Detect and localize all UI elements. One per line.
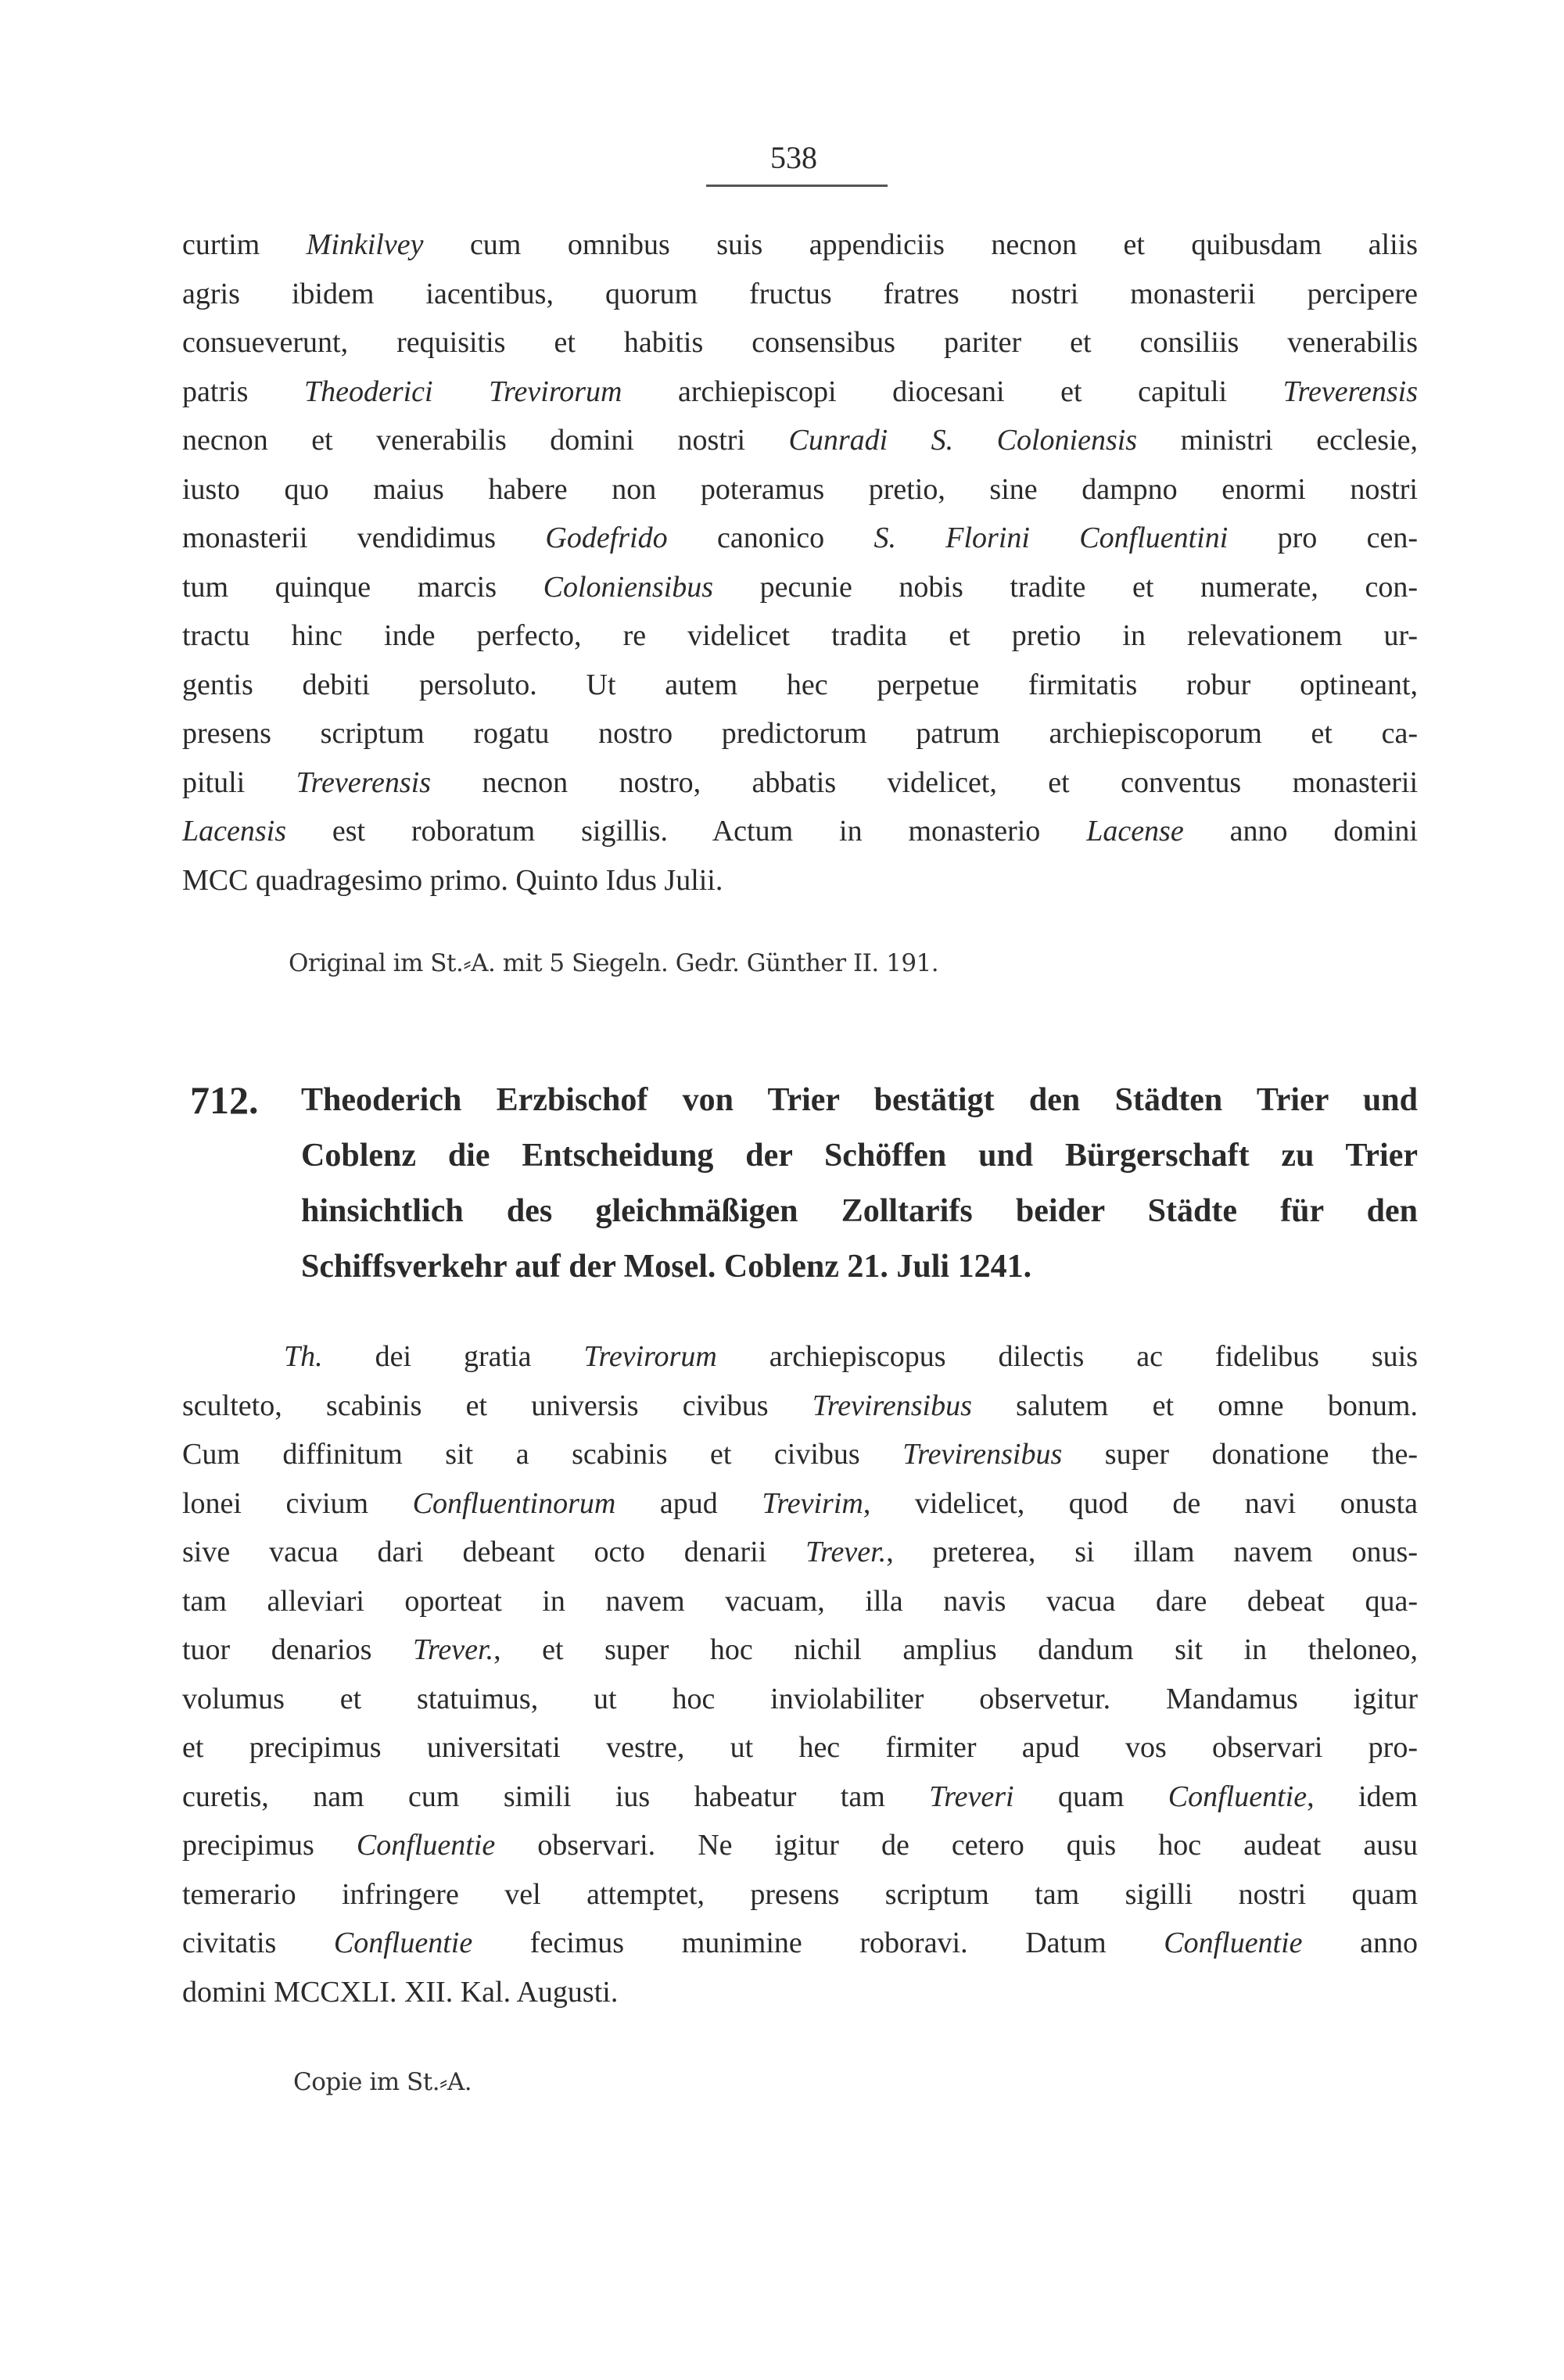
text-segment: curetis, nam cum simili ius habeatur tam [182,1780,930,1813]
text-line [182,758,1418,808]
text-segment: presens scriptum rogatu nostro predictorum patrum archiepiscoporum et ca- [182,717,1418,750]
text-line [182,465,1418,514]
text-segment: patris [182,375,304,408]
page-number: 538 [770,140,817,175]
text-line [182,1528,1418,1577]
text-line [182,1821,1418,1870]
text-segment: iusto quo maius habere non poteramus pretio, sine dampno enormi nostri [182,472,1418,506]
text-segment: pituli [182,765,296,799]
text-segment: agris ibidem iacentibus, quorum fructus fratres nostri monasterii percipere [182,277,1418,310]
text-segment: et precipimus universitati vestre, ut hec firmiter apud vos observari pro- [182,1731,1418,1764]
italic-name: Trevirim [762,1486,863,1520]
charter-text-2 [182,1332,1418,2016]
italic-name: Trevirorum [583,1340,717,1373]
text-line [182,661,1418,710]
heading-line: Schiffsverkehr auf der Mosel. Coblenz 21. Juli 1241. [301,1249,1032,1285]
text-line [182,563,1418,612]
italic-name: Confluentinorum [412,1486,616,1520]
text-segment: civitatis [182,1927,334,1959]
text-line [182,611,1418,661]
text-line [182,220,1418,270]
text-segment: archiepiscopus dilectis ac fidelibus suis [716,1340,1418,1373]
text-segment: anno [1302,1927,1418,1959]
text-segment: , et super hoc nichil amplius dandum sit in theloneo, [493,1633,1418,1666]
text-line [182,1772,1418,1822]
italic-name: Lacensis [182,815,286,848]
text-segment: temerario infringere vel attemptet, presens scriptum tam sigilli nostri quam [182,1877,1418,1911]
text-segment: quam [1013,1780,1168,1813]
text-segment: salutem et omne bonum. [971,1389,1418,1422]
italic-name: Treveri [929,1780,1014,1813]
text-line [182,1430,1418,1479]
text-segment: precipimus [182,1829,357,1862]
text-segment: dei gratia [322,1340,584,1373]
text-segment: Cum diffinitum sit a scabinis et civibus [182,1438,903,1471]
italic-name: S. Florini Confluentini [873,522,1229,554]
text-segment: archiepiscopi diocesani et capituli [622,375,1283,408]
text-segment: pro cen- [1228,522,1418,554]
text-line [182,1332,1418,1382]
text-segment: sculteto, scabinis et universis civibus [182,1389,812,1422]
italic-name: Confluentie [1168,1780,1308,1813]
text-segment: cum omnibus suis appendiciis necnon et quibusdam aliis [423,228,1418,261]
text-segment: volumus et statuimus, ut hoc inviolabiliter observetur. Mandamus igitur [182,1682,1418,1715]
text-line [182,1675,1418,1724]
heading-line: Coblenz die Entscheidung der Schöffen und Bürgerschaft zu Trier [301,1138,1418,1174]
italic-name: Trevirensibus [902,1438,1063,1471]
text-segment: , videlicet, quod de navi onusta [863,1486,1418,1520]
italic-name: Treverensis [1282,375,1418,408]
italic-name: Confluentie [356,1829,496,1862]
text-line [182,1723,1418,1772]
text-segment: , preterea, si illam navem onus- [886,1536,1418,1568]
charter-text-1 [182,220,1418,905]
text-line [182,416,1418,465]
text-line [182,709,1418,758]
text-line [182,1919,1418,1968]
text-segment: est roboratum sigillis. Actum in monasterio [286,815,1087,848]
text-segment: curtim [182,228,307,261]
italic-name: Th. [284,1340,323,1373]
italic-name: Theoderici Trevirorum [303,375,622,408]
text-segment: necnon nostro, abbatis videlicet, et conventus monasterii [431,765,1418,799]
text-segment: tuor denarios [182,1633,413,1666]
italic-name: Trever. [413,1633,494,1666]
text-segment: fecimus munimine roboravi. Datum [472,1927,1164,1959]
italic-name: Confluentie [1164,1927,1303,1959]
text-segment: gentis debiti persoluto. Ut autem hec perpetue firmitatis robur optineant, [182,668,1418,701]
italic-name: Godefrido [545,522,668,554]
italic-name: Lacense [1086,815,1184,848]
text-line [182,514,1418,563]
text-line [182,1625,1418,1675]
text-segment: ministri ecclesie, [1137,424,1418,457]
italic-name: Confluentie [333,1927,473,1959]
italic-name: Treverensis [296,765,432,799]
text-segment: super donatione the- [1062,1438,1418,1471]
heading-line: hinsichtlich des gleichmäßigen Zolltarifs beider Städte für den [301,1193,1418,1229]
text-line [182,807,1418,856]
text-segment: monasterii vendidimus [182,522,546,554]
text-segment: MCC quadragesimo primo. Quinto Idus Julii. [182,863,723,897]
page-number-rule [706,185,888,187]
text-segment: tam alleviari oporteat in navem vacuam, illa navis vacua dare debeat qua- [182,1584,1418,1618]
text-segment: sive vacua dari debeant octo denarii [182,1536,806,1568]
text-segment: apud [615,1486,762,1520]
document-number: 712. [190,1078,259,1122]
text-segment: tractu hinc inde perfecto, re videlicet tradita et pretio in relevationem ur- [182,619,1418,652]
text-line [182,1479,1418,1529]
heading-line: Theoderich Erzbischof von Trier bestätigt den Städten Trier und [301,1082,1418,1118]
text-segment: canonico [667,522,874,554]
text-segment: consueverunt, requisitis et habitis consensibus pariter et consiliis venerabilis [182,326,1418,359]
italic-name: Coloniensibus [543,570,714,604]
source-note-1: Original im St.⸗A. mit 5 Siegeln. Gedr. Günther II. 191. [289,949,939,977]
text-line [182,856,1418,905]
text-segment: lonei civium [182,1486,413,1520]
text-line [182,1382,1418,1431]
text-line [182,270,1418,319]
text-line [182,318,1418,367]
italic-name: Cunradi S. Coloniensis [788,424,1138,457]
text-segment: , idem [1307,1780,1418,1813]
text-segment: domini MCCXLI. XII. Kal. Augusti. [182,1975,619,2009]
text-segment: observari. Ne igitur de cetero quis hoc audeat ausu [495,1829,1418,1862]
italic-name: Trevirensibus [812,1389,972,1422]
text-segment: necnon et venerabilis domini nostri [182,424,789,457]
text-line [182,367,1418,417]
text-line [182,1870,1418,1919]
document-heading [301,1073,1418,1295]
text-segment: anno domini [1183,815,1418,848]
italic-name: Minkilvey [306,228,424,261]
text-line [182,1577,1418,1626]
source-note-2: Copie im St.⸗A. [293,2068,472,2096]
text-segment: pecunie nobis tradite et numerate, con- [713,570,1418,604]
text-line [182,1968,1418,2017]
italic-name: Trever. [805,1536,887,1568]
text-segment: tum quinque marcis [182,570,543,604]
